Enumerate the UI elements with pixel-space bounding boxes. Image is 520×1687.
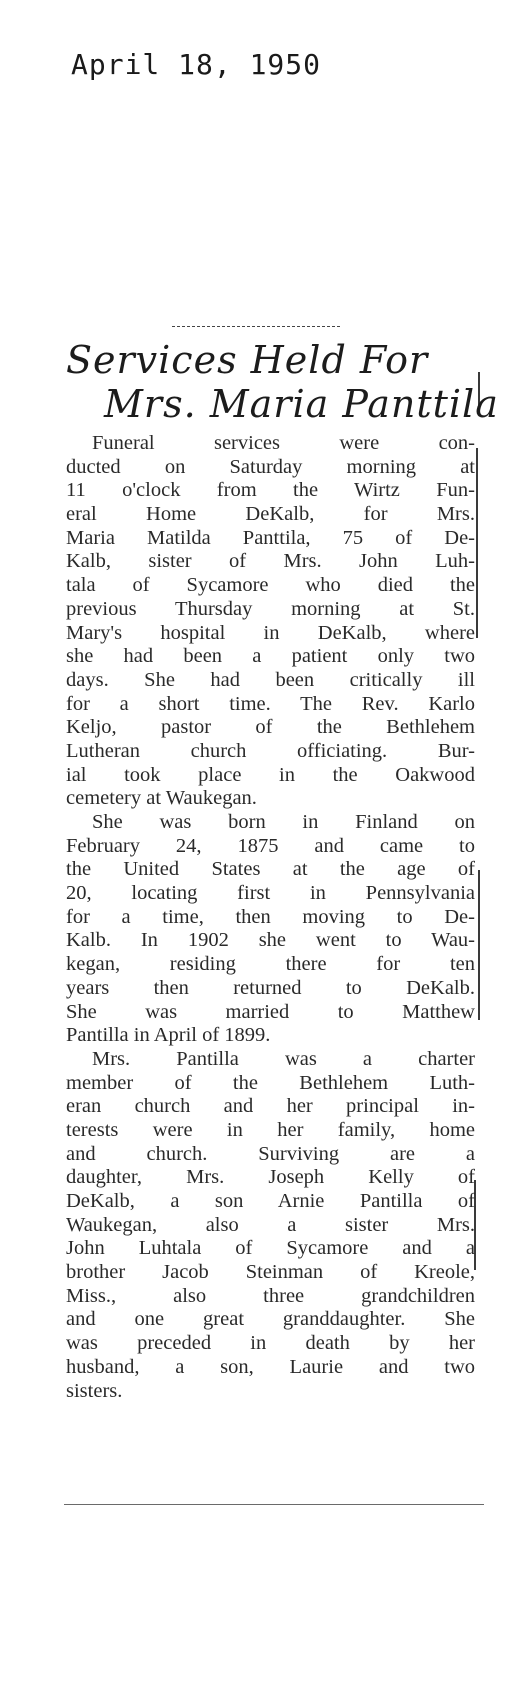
article-line: Kalb. In 1902 she went to Wau- — [66, 929, 475, 952]
article-line: ial took place in the Oakwood — [66, 763, 475, 786]
article-line: Pantilla in April of 1899. — [66, 1024, 271, 1047]
article-line: ducted on Saturday morning at — [66, 455, 475, 478]
article-line: eran church and her principal in- — [66, 1095, 475, 1118]
article-line: She was married to Matthew — [66, 1000, 475, 1023]
article-line: Kalb, sister of Mrs. John Luh- — [66, 550, 475, 573]
article-line: was preceded in death by her — [66, 1332, 475, 1355]
clipping-edge — [476, 448, 478, 638]
article-line: for a time, then moving to De- — [66, 905, 475, 928]
article-line: husband, a son, Laurie and two — [66, 1355, 475, 1378]
article-line: tala of Sycamore who died the — [66, 574, 475, 597]
article-line: Lutheran church officiating. Bur- — [66, 739, 475, 762]
article-line: member of the Bethlehem Luth- — [66, 1071, 475, 1094]
article-body — [66, 432, 475, 1403]
article-line: Mrs. Pantilla was a charter — [92, 1047, 475, 1070]
article-line: Miss., also three grandchildren — [66, 1284, 475, 1307]
bottom-divider — [64, 1504, 484, 1505]
article-line: She was born in Finland on — [92, 811, 475, 833]
article-line: previous Thursday morning at St. — [66, 597, 475, 620]
article-line: DeKalb, a son Arnie Pantilla of — [66, 1190, 475, 1212]
headline-line-2: Mrs. Maria Panttila — [104, 382, 499, 426]
article-line: cemetery at Waukegan. — [66, 787, 257, 810]
article-line: years then returned to DeKalb. — [66, 976, 475, 999]
article-line: and church. Surviving are a — [66, 1142, 475, 1165]
date-stamp: April 18, 1950 — [71, 48, 322, 81]
article-line: Funeral services were con- — [92, 432, 475, 454]
article-line: and one great granddaughter. She — [66, 1308, 475, 1331]
article-line: Waukegan, also a sister Mrs. — [66, 1213, 475, 1236]
article-line: for a short time. The Rev. Karlo — [66, 692, 475, 715]
article-line: eral Home DeKalb, for Mrs. — [66, 503, 475, 526]
article-line: she had been a patient only two — [66, 645, 475, 668]
article-line: John Luhtala of Sycamore and a — [66, 1237, 475, 1260]
article-line: days. She had been critically ill — [66, 668, 475, 691]
article-line: sisters. — [66, 1379, 123, 1402]
article-line: kegan, residing there for ten — [66, 953, 475, 976]
article-line: brother Jacob Steinman of Kreole, — [66, 1261, 475, 1284]
top-divider — [172, 326, 340, 327]
article-line: 11 o'clock from the Wirtz Fun- — [66, 479, 475, 502]
article-line: 20, locating first in Pennsylvania — [66, 882, 475, 905]
article-line: the United States at the age of — [66, 858, 475, 881]
clipping-edge — [478, 870, 480, 1020]
article-line: daughter, Mrs. Joseph Kelly of — [66, 1166, 475, 1189]
headline-line-1: Services Held For — [66, 338, 429, 382]
article-line: Mary's hospital in DeKalb, where — [66, 621, 475, 644]
article-line: terests were in her family, home — [66, 1118, 475, 1141]
article-line: Keljo, pastor of the Bethlehem — [66, 716, 475, 739]
article-line: February 24, 1875 and came to — [66, 834, 475, 857]
article-line: Maria Matilda Panttila, 75 of De- — [66, 526, 475, 549]
